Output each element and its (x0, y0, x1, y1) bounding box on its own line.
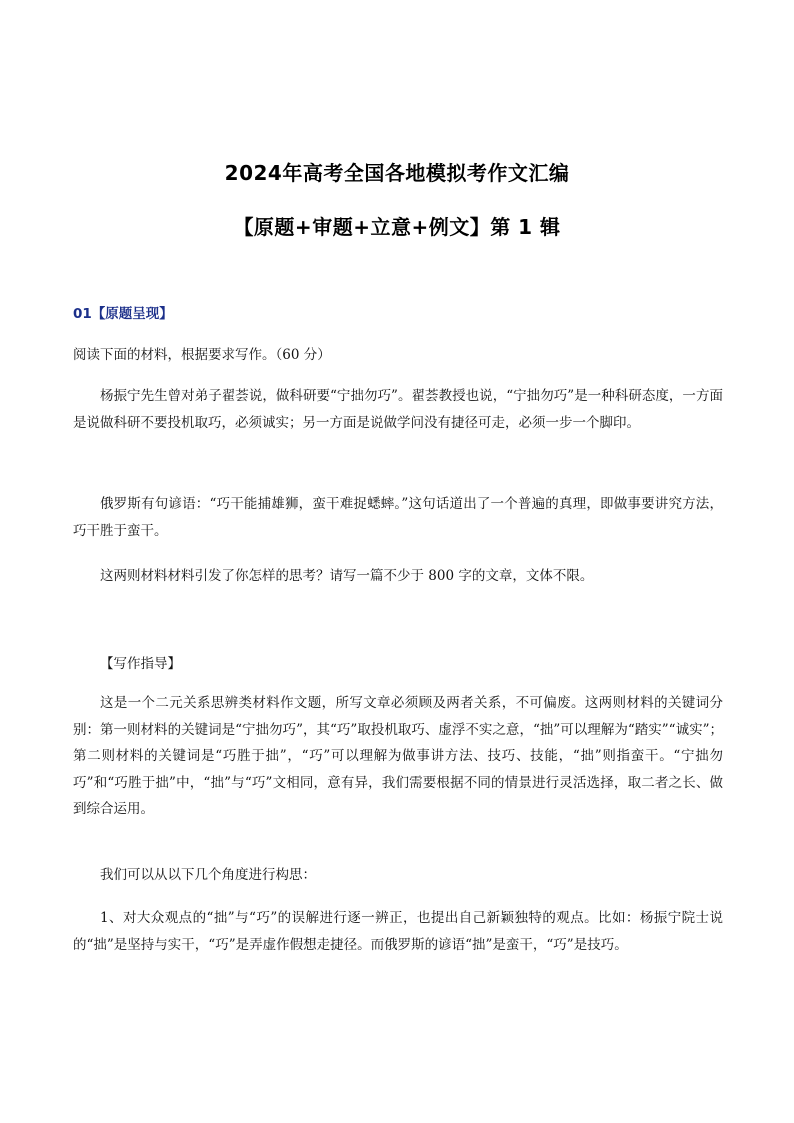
document-title: 2024年高考全国各地模拟考作文汇编 (224, 161, 570, 185)
writing-requirement: 这两则材料材料引发了你怎样的思考？请写一篇不少于 800 字的文章，文体不限。 (100, 568, 594, 584)
guide-paragraph-2: 我们可以从以下几个角度进行构思： (100, 867, 316, 883)
material-paragraph-1: 杨振宁先生曾对弟子翟荟说，做科研要“宁拙勿巧”。翟荟教授也说，“宁拙勿巧”是一种科研态度，一方面是说做科研不要投机取巧，必须诚实；另一方面是说做学问没有捷径可走，必须一步一个脚印。 (73, 388, 723, 431)
material-paragraph-2: 俄罗斯有句谚语：“巧干能捕雄狮，蛮干难捉蟋蟀。”这句话道出了一个普遍的真理，即做事要讲究方法，巧干胜于蛮干。 (73, 496, 723, 539)
writing-guide-heading: 【写作指导】 (100, 656, 181, 672)
guide-paragraph-3: 1、对大众观点的“拙”与“巧”的误解进行逐一辨正，也提出自己新颖独特的观点。比如：杨振宁院士说的“拙”是坚持与实干，“巧”是弄虚作假想走捷径。而俄罗斯的谚语“拙”是蛮干，“巧”是技巧。 (73, 910, 723, 953)
prompt-instruction: 阅读下面的材料，根据要求写作。（60 分） (73, 347, 331, 363)
guide-paragraph-1: 这是一个二元关系思辨类材料作文题，所写文章必须顾及两者关系，不可偏废。这两则材料的关键词分别：第一则材料的关键词是“宁拙勿巧”，其“巧”取投机取巧、虚浮不实之意，“拙”可以理解为“踏实”“诚实”；第二则材料的关键词是“巧胜于拙”，“巧”可以理解为做事讲方法、技巧、技能，“拙”则指蛮干。“宁拙勿巧”和“巧胜于拙”中，“拙”与“巧”文相同，意有异，我们需要根据不同的情景进行灵活选择，取二者之长、做到综合运用。 (73, 695, 723, 817)
section-heading-original-question: 01【原题呈现】 (73, 306, 173, 322)
document-subtitle: 【原题+审题+立意+例文】第 1 辑 (233, 215, 561, 239)
